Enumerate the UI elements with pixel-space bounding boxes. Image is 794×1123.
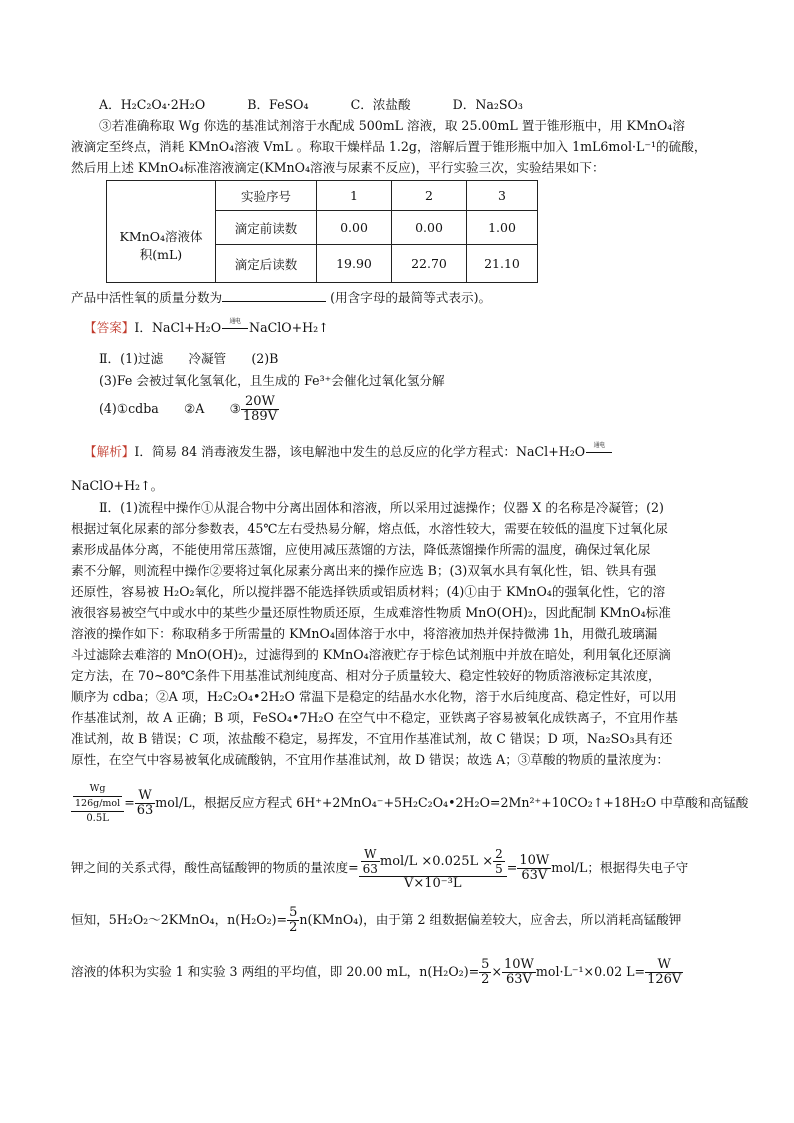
table-row-label — [107, 211, 216, 283]
formula-line-4-prefix: 溶液的体积为实验 1 和实验 3 两组的平均值，即 20.00 mL，n(H₂O₂)= — [71, 964, 480, 979]
equals-sign: = — [506, 860, 518, 875]
option-b: B．FeSO₄ — [247, 97, 309, 112]
analysis-para-line: 斗过滤除去难溶的 MnO(OH)₂，过滤得到的 KMnO₄溶液贮存于棕色试剂瓶中并放在暗处，利用氧化还原滴 — [71, 647, 671, 662]
analysis-para-line: 原性，在空气中容易被氧化成硫酸钠，不宜用作基准试剂，故 D 错误；故选 A；③草酸的物质的量浓度为： — [71, 752, 669, 767]
formula-line-4-mid: mol·L⁻¹×0.02 L= — [535, 964, 646, 979]
option-a: A．H₂C₂O₄·2H₂O — [99, 97, 206, 112]
analysis-para-line: 还原性，容易被 H₂O₂氧化，所以搅拌器不能选择铁质或铝质材料；(4)①由于 KMnO₄的强氧化性，它的溶 — [71, 584, 666, 599]
kmno4-fraction: $\frac{W}{63}$ mol/L ×0.025L × $\frac{2}{5}$ V×10⁻³L — [359, 847, 507, 891]
table-header-row — [107, 181, 538, 211]
question-3-line-3: 然后用上述 KMnO₄标准溶液滴定(KMnO₄溶液与尿素不反应)，平行实验三次，实验结果如下： — [71, 160, 605, 175]
table-cell: 1.00 — [467, 211, 538, 245]
analysis-para-line: 准试剂，故 B 错误；C 项，浓盐酸不稳定，易挥发，不宜用作基准试剂，故 C 错误；D 项，Na₂SO₃具有还 — [71, 731, 673, 746]
analysis-tag: 【解析】 — [84, 444, 135, 459]
times-sign: × — [491, 964, 503, 979]
result-fraction: $\frac{10W}{63V}$ — [519, 853, 550, 883]
table-cell: 0.00 — [317, 211, 392, 245]
row-label-line-2: 积(mL) — [139, 247, 183, 263]
option-c: C．浓盐酸 — [350, 97, 411, 112]
analysis-para-line: 液很容易被空气中或水中的某些少量还原性物质还原，生成难溶性物质 MnO(OH)₂，因此配制 KMnO₄标准 — [71, 605, 671, 620]
table-cell: 滴定后读数 — [216, 245, 317, 283]
equals-sign: = — [124, 795, 135, 810]
formula-line-1-text: mol/L，根据反应方程式 6H⁺+2MnO₄⁻+5H₂C₂O₄•2H₂O=2Mn²⁺+10CO₂↑+18H₂O 中草酸和高锰酸 — [155, 795, 749, 810]
table-cell: 21.10 — [467, 245, 538, 283]
analysis-i-line: Ⅰ．简易 84 消毒液发生器，该电解池中发生的总反应的化学方程式：NaCl+H₂O — [134, 444, 586, 459]
table-row — [107, 211, 538, 245]
analysis-para-line: 顺序为 cdba；②A 项，H₂C₂O₄•2H₂O 常温下是稳定的结晶水水化物，溶于水后纯度高、稳定性好，可以用 — [71, 689, 677, 704]
formula-line-3 — [71, 900, 681, 940]
table-header-cell: 2 — [392, 181, 467, 211]
ratio-fraction: $\frac{5}{2}$ — [481, 957, 490, 987]
answer-line-3: (3)Fe 会被过氧化氢氧化，且生成的 Fe³⁺会催化过氧化氢分解 — [99, 373, 445, 388]
ratio-fraction: $\frac{5}{2}$ — [289, 905, 298, 935]
table-cell: 滴定前读数 — [216, 211, 317, 245]
analysis-para-line: 作基准试剂，故 A 正确；B 项，FeSO₄•7H₂O 在空气中不稳定，亚铁离子容易被氧化成铁离子，不宜用作基 — [71, 710, 678, 725]
formula-line-2-prefix: 钾之间的关系式得，酸性高锰酸钾的物质的量浓度= — [71, 860, 359, 875]
analysis-para-line: 素形成晶体分离，不能使用常压蒸馏，应使用减压蒸馏的方法，降低蒸馏操作所需的温度，确保过氧化尿 — [71, 542, 651, 557]
options-line — [99, 96, 523, 114]
answer-blank[interactable] — [222, 287, 326, 302]
question-3-line-1: ③若准确称取 Wg 你选的基准试剂溶于水配成 500mL 溶液，取 25.00mL 置于锥形瓶中，用 KMnO₄溶 — [99, 118, 685, 133]
result-fraction: $\frac{W}{126V}$ — [647, 957, 682, 987]
answer-fraction: $\frac{20W}{189V}$ — [242, 394, 278, 424]
table-cell: 19.90 — [317, 245, 392, 283]
formula-line-1 — [71, 778, 748, 828]
analysis-para-line: 根据过氧化尿素的部分参数表，45℃左右受热易分解，熔点低，水溶性较大，需要在较低的温度下过氧化尿 — [71, 521, 668, 536]
answer-line-1 — [84, 319, 329, 337]
result-fraction: $\frac{W}{63}$ — [136, 788, 154, 818]
analysis-para-line: 溶液的操作如下：称取稍多于所需量的 KMnO₄固体溶于水中，将溶液加热并保持微沸 1h，用微孔玻璃漏 — [71, 626, 658, 641]
question-3-line-2: 液滴定至终点，消耗 KMnO₄溶液 VmL 。称取干燥样品 1.2g，溶解后置于锥形瓶中加入 1mL6mol·L⁻¹的硫酸， — [71, 139, 707, 154]
concentration-fraction: $\frac{\frac{Wg}{\text{126g/mol}}}{0.5L}$ — [71, 782, 124, 826]
analysis-line-1 — [84, 443, 613, 461]
experiment-table — [106, 180, 538, 283]
analysis-para-line: 定方法，在 70~80℃条件下用基准试剂纯度高、相对分子质量较大、稳定性较好的物质溶液标定其浓度， — [71, 668, 661, 683]
table-cell: 22.70 — [392, 245, 467, 283]
formula-line-4 — [71, 950, 683, 994]
analysis-line-2: NaClO+H₂↑。 — [71, 478, 164, 493]
answer-line-2: Ⅱ．(1)过滤 冷凝管 (2)B — [99, 351, 279, 366]
table-cell: 0.00 — [392, 211, 467, 245]
electrolysis-arrow: 通电 — [221, 319, 249, 337]
electrolysis-arrow: 通电 — [585, 443, 613, 461]
analysis-para-line: 素不分解，则流程中操作②要将过氧化尿素分离出来的操作应选 B；(3)双氧水具有氧化性，铝、铁具有强 — [71, 563, 657, 578]
answer-line-4 — [99, 394, 279, 424]
product-line — [71, 287, 491, 307]
product-line-text: 产品中活性氧的质量分数为 — [71, 290, 223, 305]
table-blank-cell — [107, 181, 216, 211]
analysis-para-line: Ⅱ．(1)流程中操作①从混合物中分离出固体和溶液，所以采用过滤操作；仪器 X 的名称是冷凝管；(2) — [99, 500, 664, 515]
answer-tag: 【答案】 — [84, 320, 135, 335]
option-d: D．Na₂SO₃ — [452, 97, 523, 112]
row-label-line-1: KMnO₄溶液体 — [119, 229, 203, 245]
formula-line-2-suffix: mol/L；根据得失电子守 — [551, 860, 689, 875]
formula-line-2 — [71, 840, 688, 896]
answer-i-suffix: NaClO+H₂↑ — [249, 320, 329, 335]
answer-i-prefix: Ⅰ．NaCl+H₂O — [134, 320, 222, 335]
table-header-cell: 1 — [317, 181, 392, 211]
table-header-cell: 实验序号 — [216, 181, 317, 211]
formula-line-3-suffix: n(KMnO₄)，由于第 2 组数据偏差较大，应舍去，所以消耗高锰酸钾 — [299, 912, 682, 927]
answer-iv-prefix: (4)①cdba ②A ③ — [99, 401, 241, 416]
product-line-note: (用含字母的最简等式表示)。 — [330, 290, 492, 305]
kmno4-fraction: $\frac{10W}{63V}$ — [504, 957, 534, 987]
table-header-cell: 3 — [467, 181, 538, 211]
formula-line-3-prefix: 恒知，5H₂O₂～2KMnO₄，n(H₂O₂)= — [71, 912, 288, 927]
